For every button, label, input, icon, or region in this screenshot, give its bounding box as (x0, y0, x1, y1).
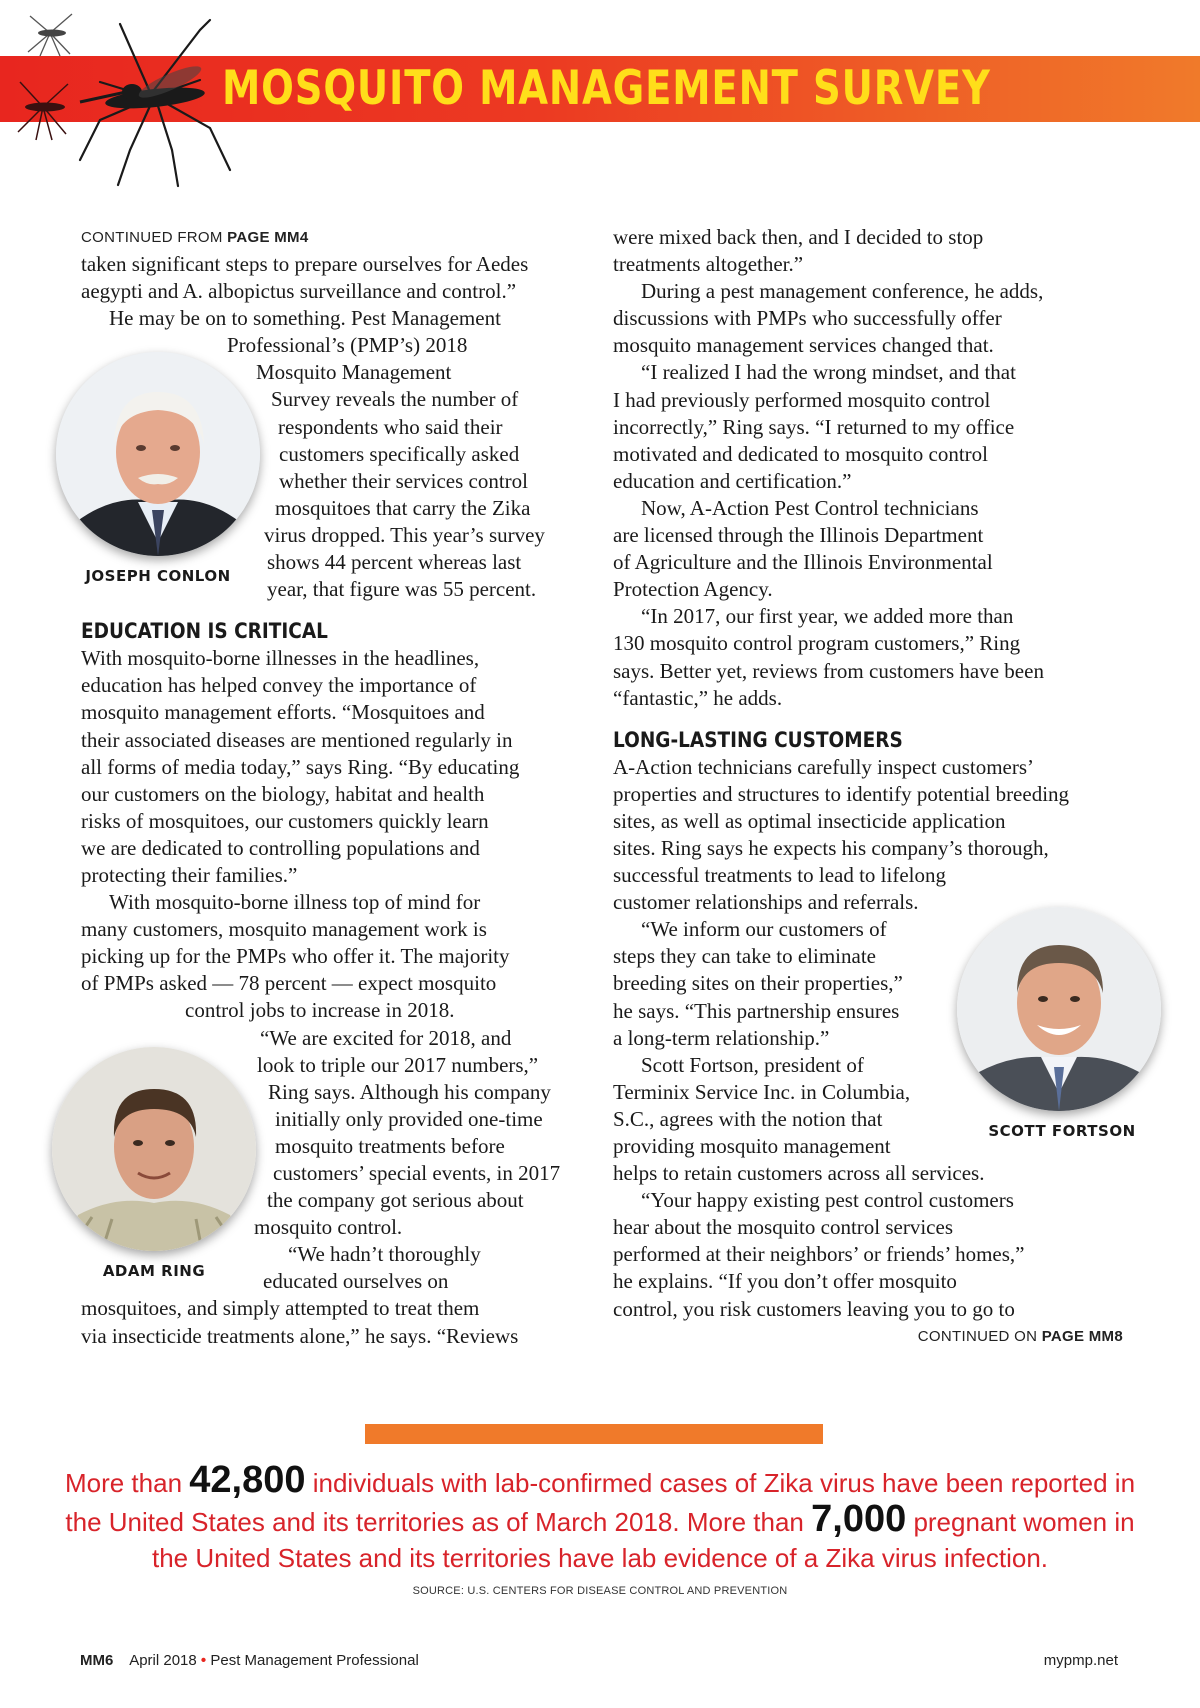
section-heading-education: EDUCATION IS CRITICAL (81, 619, 328, 644)
intro-line: Mosquito Management (256, 360, 452, 385)
body-line: steps they can take to eliminate (613, 944, 876, 969)
body-line: successful treatments to lead to lifelong (613, 863, 946, 888)
body-line: picking up for the PMPs who offer it. The majority (81, 944, 510, 969)
stat-text: individuals with lab-confirmed cases of Zika virus have been reported in the United States and its territories as of March 2018. More than (65, 1468, 1136, 1537)
body-line: he says. “This partnership ensures (613, 998, 900, 1023)
body-line: their associated diseases are mentioned regularly in (81, 727, 513, 752)
avatar-scott-fortson (957, 907, 1161, 1111)
body-line: of PMPs asked — 78 percent — expect mosquito (81, 971, 497, 996)
intro-line: virus dropped. This year’s survey (264, 522, 545, 547)
right-column (613, 224, 1133, 1350)
avatar-adam-ring (52, 1047, 256, 1251)
body-line: incorrectly,” Ring says. “I returned to my office (613, 414, 1015, 439)
intro-line: aegypti and A. albopictus surveillance and control.” (81, 279, 517, 304)
stat-number-pregnant: 7,000 (811, 1498, 907, 1540)
intro-line: year, that figure was 55 percent. (267, 577, 537, 602)
body-line: sites. Ring says he expects his company’s thorough, (613, 835, 1049, 860)
body-line: discussions with PMPs who successfully offer (613, 306, 1002, 331)
website-url: mypmp.net (1043, 1652, 1118, 1669)
divider-rule (365, 1424, 823, 1444)
body-line: were mixed back then, and I decided to stop (613, 225, 984, 249)
body-line: a long-term relationship.” (613, 1025, 830, 1050)
footer-folio (80, 1652, 419, 1669)
photo-caption: ADAM RING (102, 1262, 206, 1280)
body-line: are licensed through the Illinois Department (613, 523, 984, 548)
body-line: sites, as well as optimal insecticide application (613, 808, 1006, 833)
body-line: via insecticide treatments alone,” he says. “Reviews (81, 1323, 519, 1348)
issue-date: April 2018 (129, 1652, 197, 1669)
intro-line: respondents who said their (278, 414, 503, 439)
body-line: all forms of media today,” says Ring. “By educating (81, 754, 520, 779)
mosquito-medium-icon (8, 72, 78, 142)
body-line: “fantastic,” he adds. (613, 685, 783, 710)
stat-callout (60, 1459, 1140, 1576)
stat-text: More than (64, 1468, 190, 1498)
body-line: treatments altogether.” (613, 252, 804, 277)
body-line: breeding sites on their properties,” (613, 971, 903, 996)
intro-line: whether their services control (279, 468, 528, 493)
body-line: “Your happy existing pest control customers (641, 1188, 1014, 1213)
continued-on (613, 1323, 1133, 1350)
body-line: “We inform our customers of (641, 917, 887, 942)
body-line: look to triple our 2017 numbers,” (257, 1052, 539, 1077)
body-line: initially only provided one-time (275, 1106, 543, 1131)
publication-name: Pest Management Professional (210, 1652, 419, 1669)
body-line: providing mosquito management (613, 1134, 891, 1158)
body-line: “We hadn’t thoroughly (288, 1242, 481, 1267)
body-line: customer relationships and referrals. (613, 890, 919, 915)
body-line: mosquito management efforts. “Mosquitoes and (81, 700, 485, 725)
intro-line: Survey reveals the number of (271, 387, 519, 412)
body-line: “I realized I had the wrong mindset, and that (641, 360, 1016, 385)
body-line: the company got serious about (267, 1188, 524, 1213)
intro-line: shows 44 percent whereas last (267, 550, 522, 575)
stat-text: pregnant women in the United States and its territories have lab evidence of a Zika virus infection. (151, 1507, 1135, 1573)
intro-line: He may be on to something. Pest Management (109, 306, 501, 331)
body-line: hear about the mosquito control services (613, 1215, 953, 1240)
intro-line: customers specifically asked (279, 441, 520, 466)
body-line: properties and structures to identify potential breeding (613, 781, 1070, 806)
body-line: mosquito management services changed that. (613, 333, 994, 358)
photo-caption: SCOTT FORTSON (988, 1122, 1136, 1140)
body-line: mosquitoes, and simply attempted to treat them (81, 1296, 480, 1321)
continued-on-label: CONTINUED ON (917, 1327, 1038, 1345)
body-line: he explains. “If you don’t offer mosquito (613, 1269, 957, 1294)
body-line: our customers on the biology, habitat and health (81, 781, 485, 806)
continued-on-page: PAGE MM8 (1041, 1327, 1123, 1345)
mosquito-small-icon (20, 8, 80, 58)
body-line: With mosquito-borne illnesses in the headlines, (81, 646, 480, 671)
body-line: risks of mosquitoes, our customers quickly learn (81, 808, 489, 833)
body-line: education has helped convey the importance of (81, 673, 477, 698)
body-line: many customers, mosquito management work is (81, 917, 487, 942)
stat-number-cases: 42,800 (189, 1459, 306, 1501)
stat-source: SOURCE: U.S. CENTERS FOR DISEASE CONTROL AND PREVENTION (412, 1585, 788, 1597)
body-line: 130 mosquito control program customers,” Ring (613, 631, 1021, 656)
body-line: mosquito treatments before (275, 1133, 505, 1158)
body-line: mosquito control. (254, 1215, 403, 1240)
body-line: “We are excited for 2018, and (260, 1025, 512, 1050)
body-line: educated ourselves on (263, 1269, 449, 1294)
photo-caption: JOSEPH CONLON (85, 567, 231, 585)
body-line: protecting their families.” (81, 862, 298, 887)
body-line: customers’ special events, in 2017 (273, 1161, 561, 1185)
body-line: I had previously performed mosquito control (613, 387, 991, 412)
body-line: “In 2017, our first year, we added more than (641, 604, 1014, 629)
body-line: Scott Fortson, president of (641, 1052, 864, 1077)
avatar-joseph-conlon (56, 352, 260, 556)
page-number: MM6 (80, 1652, 114, 1669)
body-line: we are dedicated to controlling populations and (81, 835, 480, 860)
continued-from-page: PAGE MM4 (227, 229, 309, 246)
page-title: MOSQUITO MANAGEMENT SURVEY (222, 61, 991, 116)
continued-from (81, 224, 591, 251)
body-line: control jobs to increase in 2018. (185, 998, 455, 1023)
intro-line: mosquitoes that carry the Zika (275, 495, 531, 520)
mosquito-large-icon (60, 10, 240, 190)
body-line: S.C., agrees with the notion that (613, 1106, 883, 1131)
body-line: of Agriculture and the Illinois Environmental (613, 550, 993, 575)
body-line: performed at their neighbors’ or friends’ homes,” (613, 1242, 1025, 1267)
body-line: A-Action technicians carefully inspect customers’ (613, 754, 1035, 779)
bullet-separator: • (200, 1652, 207, 1669)
intro-line: taken significant steps to prepare ourselves for Aedes (81, 252, 529, 276)
body-line: Terminix Service Inc. in Columbia, (613, 1079, 911, 1104)
body-line: With mosquito-borne illness top of mind for (109, 890, 481, 915)
body-line: Now, A-Action Pest Control technicians (641, 495, 979, 520)
body-line: Ring says. Although his company (268, 1079, 551, 1104)
body-line: Protection Agency. (613, 577, 773, 602)
body-line: says. Better yet, reviews from customers have been (613, 658, 1044, 683)
continued-from-label: CONTINUED FROM (81, 229, 223, 246)
body-line: control, you risk customers leaving you to go to (613, 1296, 1015, 1321)
body-line: During a pest management conference, he adds, (641, 279, 1044, 304)
body-line: motivated and dedicated to mosquito control (613, 441, 988, 466)
intro-line: Professional’s (PMP’s) 2018 (227, 333, 468, 358)
body-line: education and certification.” (613, 468, 852, 493)
body-line: helps to retain customers across all services. (613, 1161, 985, 1186)
section-heading-customers: LONG-LASTING CUSTOMERS (613, 727, 903, 752)
